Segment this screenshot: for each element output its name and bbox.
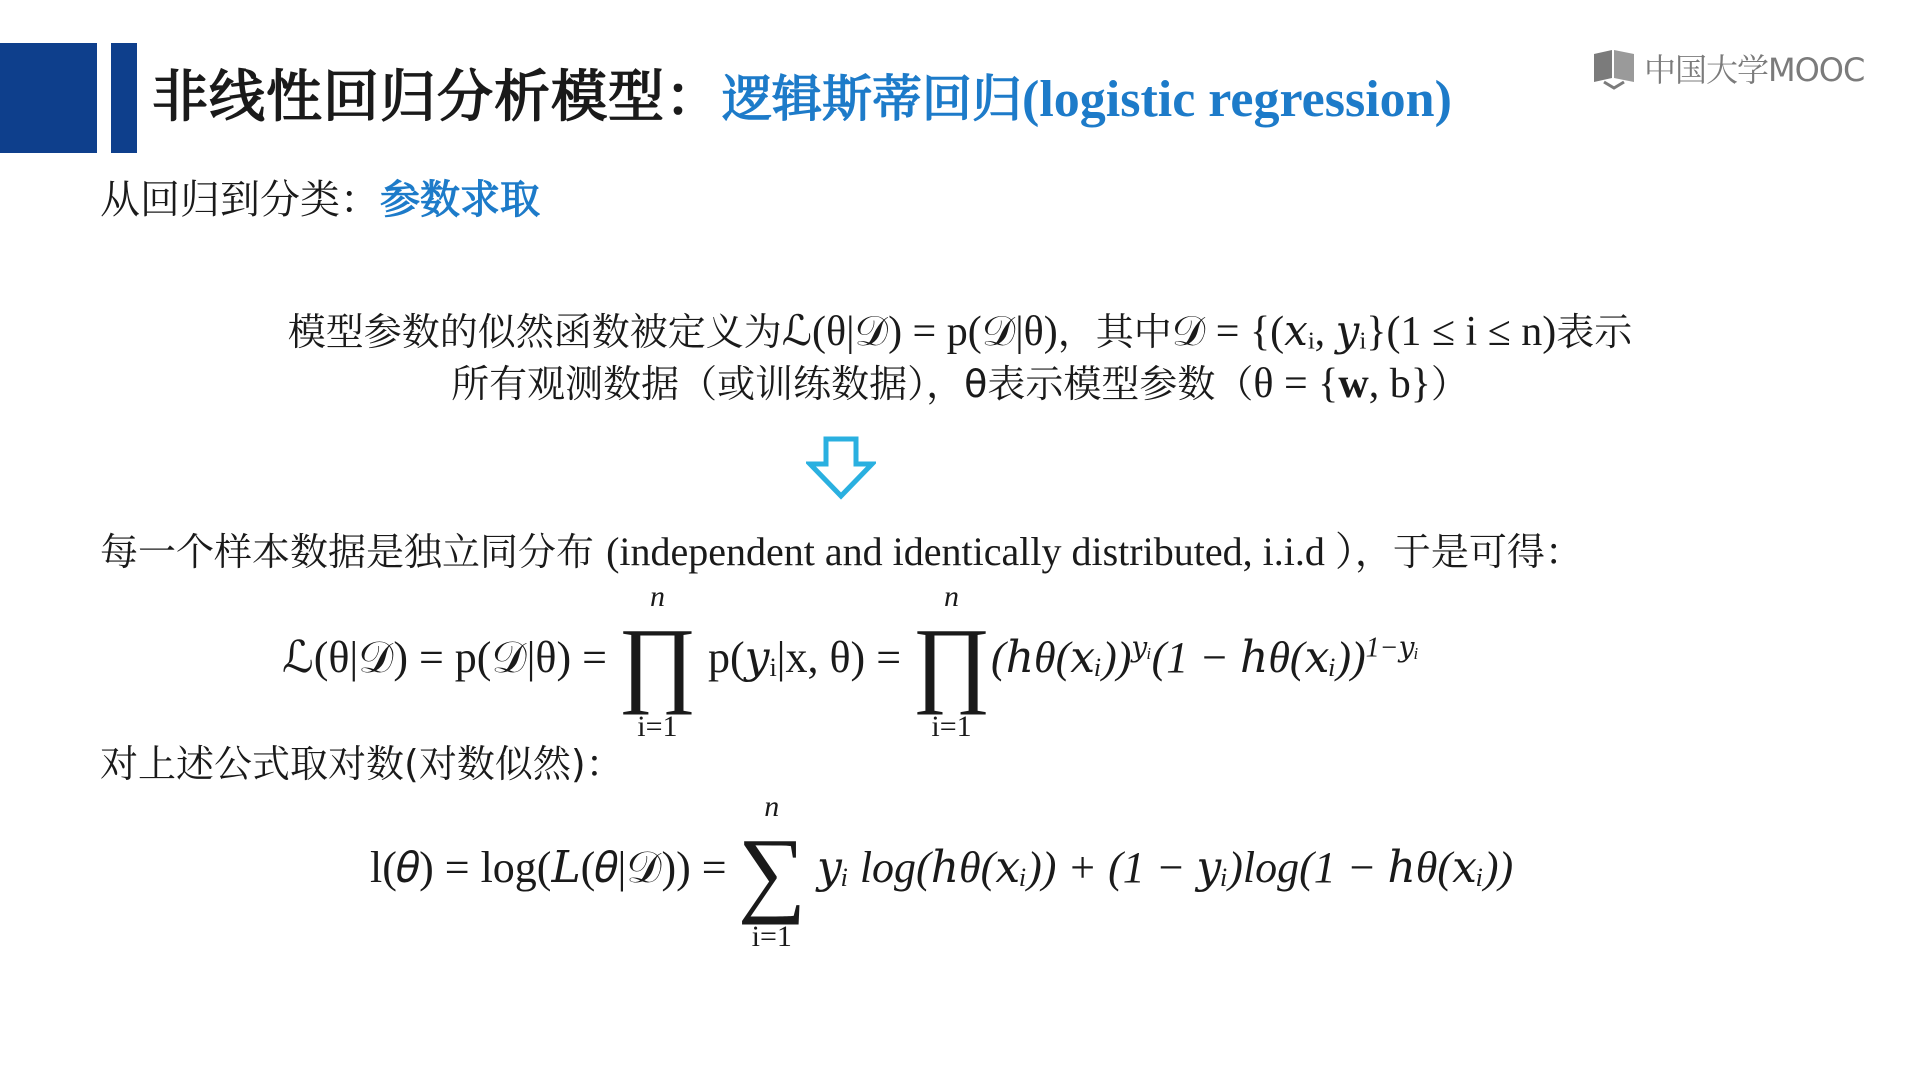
prod2-upper: n [944, 580, 960, 613]
iid-english: (independent and identically distributed, i.i.d ） [606, 529, 1355, 574]
down-arrow-icon [806, 436, 876, 500]
mooc-book-icon [1590, 44, 1638, 92]
likelihood-definition-line2 [150, 358, 1770, 410]
def-theta: θ = { [1253, 361, 1339, 407]
def-dataset: 𝒟 = {(𝑥ᵢ, 𝑦ᵢ}(1 ≤ i ≤ n) [1171, 309, 1557, 355]
iid-statement [100, 526, 1583, 578]
logo-text: 中国大学MOOC [1644, 51, 1865, 89]
sum-symbol: ∑ [737, 818, 807, 925]
def-text-e: ） [1430, 362, 1469, 406]
header-accent-bar [111, 43, 137, 153]
log-likelihood-formula [370, 790, 1513, 954]
prod1-symbol: ∏ [617, 608, 697, 715]
header-accent-block [0, 43, 97, 153]
prod2-symbol: ∏ [912, 608, 992, 715]
def-b: , b} [1368, 361, 1431, 407]
sum-upper: n [764, 790, 780, 823]
log-line-text: 对上述公式取对数(对数似然)： [100, 742, 624, 786]
f2-lhs: l(𝜃) = log(𝐿(𝜃|𝒟)) = [370, 843, 727, 893]
title-sub-en: (logistic regression) [1022, 71, 1452, 128]
sum-operator [738, 790, 806, 954]
subtitle-prefix: 从回归到分类： [100, 177, 380, 223]
f1-term1: p(𝑦ᵢ|x, θ) = [707, 633, 902, 683]
f1-lhs: ℒ(θ|𝒟) = p(𝒟|θ) = [282, 633, 607, 683]
f1-term3: (1 − ℎθ(𝑥ᵢ)) [1151, 633, 1366, 683]
iid-suffix: ，于是可得： [1354, 530, 1583, 574]
f1-term2-exp: 𝑦ᵢ [1131, 632, 1152, 664]
product-operator-1 [618, 580, 697, 744]
likelihood-product-formula [282, 580, 1419, 744]
f2-rhs: 𝑦ᵢ log(ℎθ(𝑥ᵢ)) + (1 − 𝑦ᵢ)log(1 − ℎθ(𝑥ᵢ)) [817, 843, 1514, 893]
title-main: 非线性回归分析模型： [152, 65, 722, 130]
section-subtitle [100, 172, 540, 228]
def-text-c: 表示 [1556, 310, 1633, 354]
title-sub-cn: 逻辑斯蒂回归 [722, 70, 1022, 128]
mooc-logo [1590, 44, 1864, 92]
page-title [152, 58, 1452, 138]
def-likelihood: ℒ(θ|𝒟) = p(𝒟|θ) [781, 309, 1058, 355]
prod2-lower: i=1 [931, 710, 972, 743]
def-w: w [1338, 361, 1369, 407]
likelihood-definition-line1 [150, 306, 1770, 358]
product-operator-2 [912, 580, 991, 744]
def-text-d: 所有观测数据（或训练数据），θ表示模型参数（ [451, 362, 1254, 406]
sum-lower: i=1 [751, 920, 792, 953]
log-likelihood-statement [100, 738, 624, 790]
prod1-upper: n [649, 580, 665, 613]
f1-term3-exp: 1−𝑦ᵢ [1365, 632, 1419, 664]
subtitle-highlight: 参数求取 [380, 177, 540, 223]
def-text-b: ，其中 [1057, 310, 1172, 354]
def-text-a: 模型参数的似然函数被定义为 [287, 310, 782, 354]
iid-prefix: 每一个样本数据是独立同分布 [100, 530, 595, 574]
f1-term2: (ℎθ(𝑥ᵢ)) [991, 633, 1132, 683]
prod1-lower: i=1 [637, 710, 678, 743]
